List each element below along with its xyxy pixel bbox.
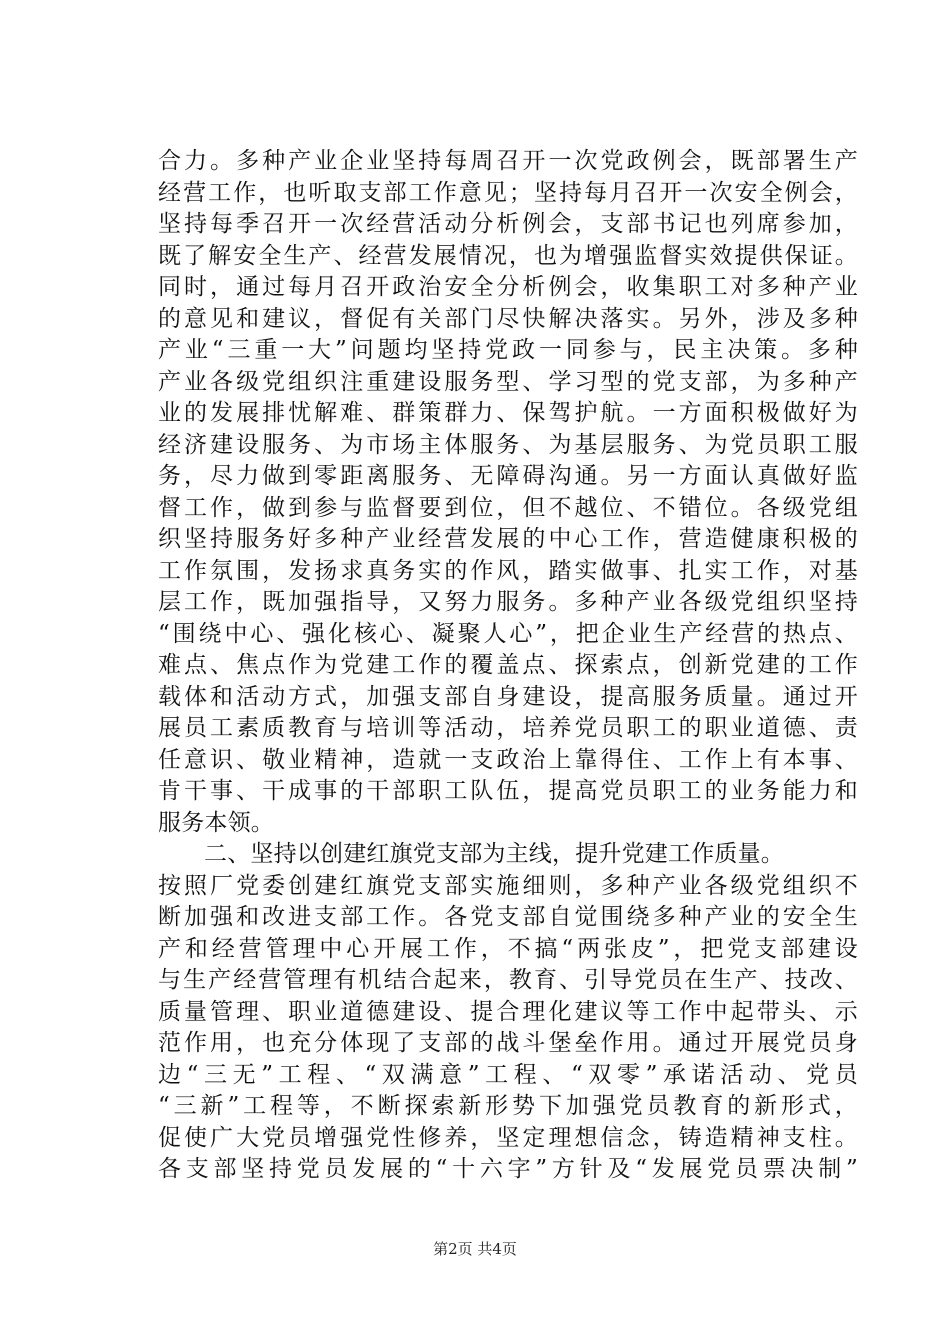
text-line: “三新”工程等，不断探索新形势下加强党员教育的新形式， [158, 1093, 858, 1119]
text-line: 经营工作，也听取支部工作意见；坚持每月召开一次安全例会， [158, 179, 858, 206]
body-text [158, 146, 858, 1186]
text-line: 质量管理、职业道德建设、提合理化建议等工作中起带头、示 [158, 998, 858, 1025]
text-line: “围绕中心、强化核心、凝聚人心”，把企业生产经营的热点、 [158, 620, 858, 647]
text-line: 层工作，既加强指导，又努力服务。多种产业各级党组织坚持 [158, 589, 858, 615]
text-line: 与生产经营管理有机结合起来，教育、引导党员在生产、技改、 [158, 967, 858, 993]
text-line: 难点、焦点作为党建工作的覆盖点、探索点，创新党建的工作 [158, 652, 858, 678]
text-line: 工作氛围，发扬求真务实的作风，踏实做事、扎实工作，对基 [158, 557, 858, 584]
text-line: 按照厂党委创建红旗党支部实施细则，多种产业各级党组织不 [158, 872, 858, 899]
text-line: 任意识、敬业精神，造就一支政治上靠得住、工作上有本事、 [158, 746, 858, 773]
paragraph-end-line: 服务本领。 [158, 809, 274, 836]
section-heading-line: 二、坚持以创建红旗党支部为主线，提升党建工作质量。 [204, 841, 784, 867]
text-line: 产和经营管理中心开展工作，不搞“两张皮”，把党支部建设 [158, 935, 858, 962]
text-line: 业的发展排忧解难、群策群力、保驾护航。一方面积极做好为 [158, 400, 858, 426]
text-line: 肯干事、干成事的干部职工队伍，提高党员职工的业务能力和 [158, 778, 858, 804]
text-line: 的意见和建议，督促有关部门尽快解决落实。另外，涉及多种 [158, 305, 858, 332]
text-line: 各支部坚持党员发展的“十六字”方针及“发展党员票决制” [158, 1156, 858, 1182]
text-line: 载体和活动方式，加强支部自身建设，提高服务质量。通过开 [158, 683, 858, 710]
text-line: 同时，通过每月召开政治安全分析例会，收集职工对多种产业 [158, 274, 858, 300]
text-line: 经济建设服务、为市场主体服务、为基层服务、为党员职工服 [158, 431, 858, 458]
text-line: 务，尽力做到零距离服务、无障碍沟通。另一方面认真做好监 [158, 463, 858, 489]
text-line: 范作用，也充分体现了支部的战斗堡垒作用。通过开展党员身 [158, 1030, 858, 1056]
text-line: 产业“三重一大”问题均坚持党政一同参与，民主决策。多种 [158, 337, 858, 363]
text-line: 既了解安全生产、经营发展情况，也为增强监督实效提供保证。 [158, 242, 858, 269]
text-line: 边“三无”工程、“双满意”工程、“双零”承诺活动、党员 [158, 1061, 858, 1088]
text-line: 合力。多种产业企业坚持每周召开一次党政例会，既部署生产 [158, 148, 858, 174]
text-line: 促使广大党员增强党性修养，坚定理想信念，铸造精神支柱。 [158, 1124, 858, 1151]
page-number-footer: 第2页 共4页 [433, 1240, 517, 1258]
text-line: 坚持每季召开一次经营活动分析例会，支部书记也列席参加， [158, 211, 858, 237]
text-line: 断加强和改进支部工作。各党支部自觉围绕多种产业的安全生 [158, 904, 858, 930]
text-line: 展员工素质教育与培训等活动，培养党员职工的职业道德、责 [158, 715, 858, 741]
text-line: 督工作，做到参与监督要到位，但不越位、不错位。各级党组 [158, 494, 858, 521]
text-line: 产业各级党组织注重建设服务型、学习型的党支部，为多种产 [158, 368, 858, 395]
text-line: 织坚持服务好多种产业经营发展的中心工作，营造健康积极的 [158, 526, 858, 552]
